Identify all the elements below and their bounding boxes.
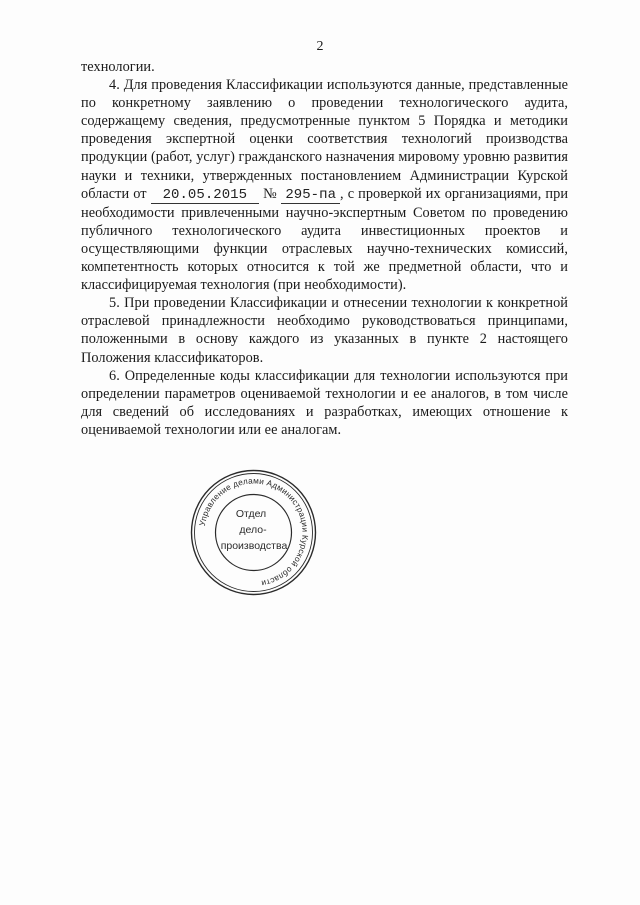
paragraph-4-text-before: 4. Для проведения Классификации используются данные, представленные по конкретному заявлению о проведении технологического аудита, содержащему сведения, предусмотренные пунктом 5 Порядка и методики проведения экспертной оценки соответствия технологий производства продукции (работ, услуг) гражданского назначения мировому уровню развития науки и техники, утвержденных постановлением Администрации Курской области от	[81, 77, 568, 202]
paragraph-continued: технологии.	[81, 59, 155, 75]
office-stamp	[188, 467, 319, 598]
paragraph-6: 6. Определенные коды классификации для технологии используются при определении параметров оцениваемой технологии и ее аналогов, в том числе для сведений об исследованиях и разработках, имеющих отношение к оцениваемой технологии или ее аналогам.	[81, 367, 568, 438]
decree-number: 295-па	[281, 187, 340, 204]
paragraph-4	[81, 76, 568, 294]
document-body	[81, 58, 568, 439]
stamp-center-line-1: Отдел	[235, 508, 267, 520]
decree-number-prefix: №	[263, 185, 278, 202]
paragraph-4-text-after: , с проверкой их организациями, при необходимости привлеченными научно-экспертным Советом по проведению публичного технологического аудита инвестиционных проектов и осуществляющими функции отраслевых научно-технических комиссий, компетентность которых относится к той же предметной области, что и классифицируемая технология (при необходимости).	[81, 185, 569, 294]
stamp-seal-graphic	[188, 467, 319, 598]
stamp-ring-textpath: Управление делами Администрации Курской области	[196, 475, 311, 589]
paragraph-5: 5. При проведении Классификации и отнесении технологии к конкретной отраслевой принадлежности необходимо руководствоваться принципами, положенными в основу каждого из указанных в пункте 2 настоящего Положения классификаторов.	[81, 295, 568, 366]
stamp-center-line-3: производства	[220, 540, 288, 552]
stamp-center-line-2: дело-	[239, 524, 267, 536]
decree-date: 20.05.2015	[151, 187, 260, 204]
page-number: 2	[316, 39, 324, 54]
